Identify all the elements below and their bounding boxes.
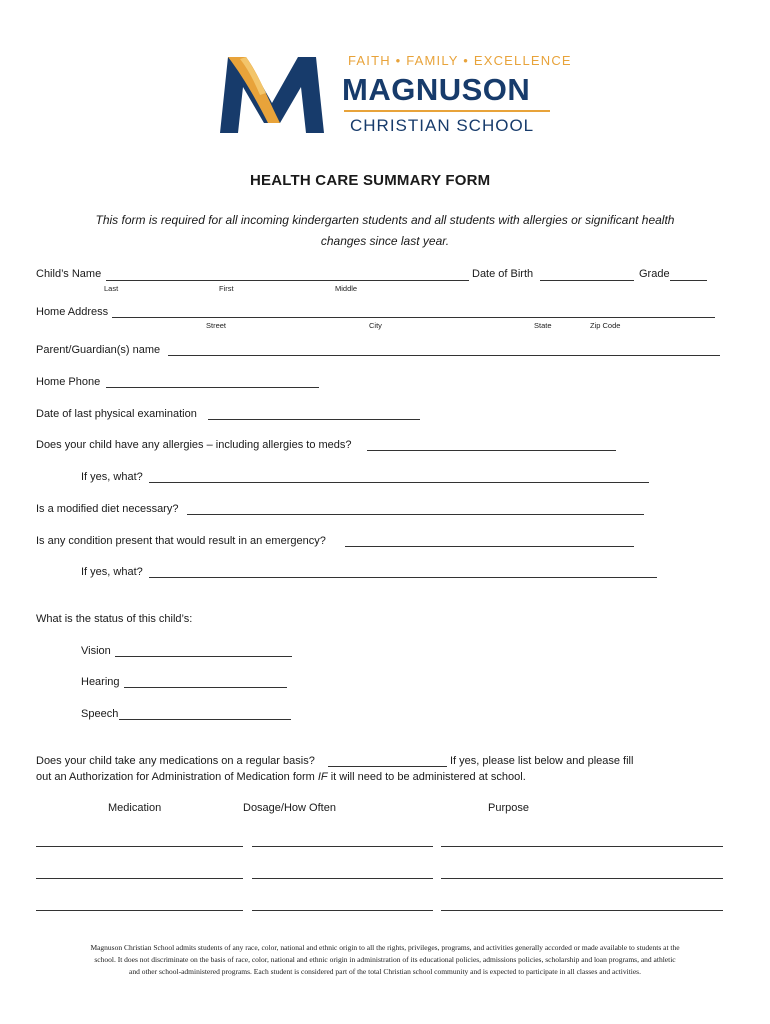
logo-name: MAGNUSON — [342, 72, 531, 107]
sublabel-last: Last — [104, 284, 119, 293]
med-row-3-dosage[interactable] — [252, 910, 433, 911]
logo-m-mark — [220, 55, 324, 139]
sublabel-street: Street — [206, 321, 227, 330]
speech-label: Speech — [81, 708, 119, 720]
med-row-1-dosage[interactable] — [252, 846, 433, 847]
speech-field[interactable] — [119, 719, 291, 720]
hearing-label: Hearing — [81, 676, 120, 688]
child-name-label: Child’s Name — [36, 268, 102, 280]
dob-label: Date of Birth — [472, 268, 534, 280]
sublabel-first: First — [219, 284, 234, 293]
vision-field[interactable] — [115, 656, 292, 657]
meds-line2-if: IF — [317, 771, 328, 783]
allergies-if-yes-field[interactable] — [149, 482, 649, 483]
diet-question: Is a modified diet necessary? — [36, 503, 179, 515]
diet-field[interactable] — [187, 514, 644, 515]
sublabel-state: State — [534, 321, 552, 330]
med-row-2-purpose[interactable] — [441, 878, 723, 879]
sublabel-middle: Middle — [335, 284, 358, 293]
home-phone-field[interactable] — [106, 387, 319, 388]
dob-field[interactable] — [540, 280, 634, 281]
med-row-1-purpose[interactable] — [441, 846, 723, 847]
meds-line2-b: it will need to be administered at school. — [327, 771, 526, 783]
allergies-if-yes-label: If yes, what? — [81, 471, 143, 483]
sublabel-zip: Zip Code — [590, 321, 621, 330]
meds-question-part1: Does your child take any medications on a regular basis? — [36, 755, 315, 767]
allergies-field[interactable] — [367, 450, 616, 451]
home-phone-label: Home Phone — [36, 376, 101, 388]
meds-line2-a: out an Authorization for Administration of Medication form — [36, 771, 318, 783]
med-row-2-medication[interactable] — [36, 878, 243, 879]
med-row-1-medication[interactable] — [36, 846, 243, 847]
child-name-field[interactable] — [106, 280, 469, 281]
physical-exam-field[interactable] — [208, 419, 420, 420]
sublabel-city: City — [369, 321, 382, 330]
status-question: What is the status of this child’s: — [36, 613, 193, 625]
physical-exam-label: Date of last physical examination — [36, 408, 197, 420]
grade-label: Grade — [639, 268, 670, 280]
footer-line-2: school. It does not discriminate on the basis of race, color, national and ethnic origin in administration of its educational policies, admissions policies, scholarship and loan programs, and athletic — [94, 955, 676, 964]
parent-label: Parent/Guardian(s) name — [36, 344, 161, 356]
col-purpose-header: Purpose — [488, 802, 529, 814]
med-row-3-medication[interactable] — [36, 910, 243, 911]
med-row-3-purpose[interactable] — [441, 910, 723, 911]
logo-tagline: FAITH • FAMILY • EXCELLENCE — [348, 53, 572, 68]
footer-line-1: Magnuson Christian School admits students of any race, color, national and ethnic origin to all the rights, privileges, programs, and activities generally accorded or made available to students at the — [90, 943, 680, 952]
emergency-field[interactable] — [345, 546, 634, 547]
allergies-question: Does your child have any allergies – including allergies to meds? — [36, 439, 352, 451]
meds-regular-field[interactable] — [328, 766, 447, 767]
grade-field[interactable] — [670, 280, 707, 281]
hearing-field[interactable] — [124, 687, 287, 688]
col-dosage-header: Dosage/How Often — [243, 802, 336, 814]
home-address-field[interactable] — [112, 317, 715, 318]
logo-subname: CHRISTIAN SCHOOL — [350, 116, 535, 135]
meds-question-part2: If yes, please list below and please fill — [450, 755, 634, 767]
nondiscrimination-footer — [22, 942, 748, 978]
meds-question-line2 — [36, 771, 526, 783]
med-row-2-dosage[interactable] — [252, 878, 433, 879]
form-intro — [30, 210, 740, 252]
intro-line-1: This form is required for all incoming kindergarten students and all students with allergies or significant health — [95, 213, 675, 227]
emergency-if-yes-label: If yes, what? — [81, 566, 143, 578]
home-address-label: Home Address — [36, 306, 109, 318]
logo-divider — [344, 110, 550, 112]
school-logo — [220, 50, 572, 140]
emergency-question: Is any condition present that would result in an emergency? — [36, 535, 326, 547]
footer-line-3: and other school-administered programs. Each student is considered part of the total Christian school community and is expected to participate in all classes and activities. — [129, 967, 641, 976]
parent-field[interactable] — [168, 355, 720, 356]
emergency-if-yes-field[interactable] — [149, 577, 657, 578]
vision-label: Vision — [81, 645, 111, 657]
intro-line-2: changes since last year. — [320, 234, 450, 248]
col-medication-header: Medication — [108, 802, 162, 814]
form-title: HEALTH CARE SUMMARY FORM — [250, 172, 491, 189]
